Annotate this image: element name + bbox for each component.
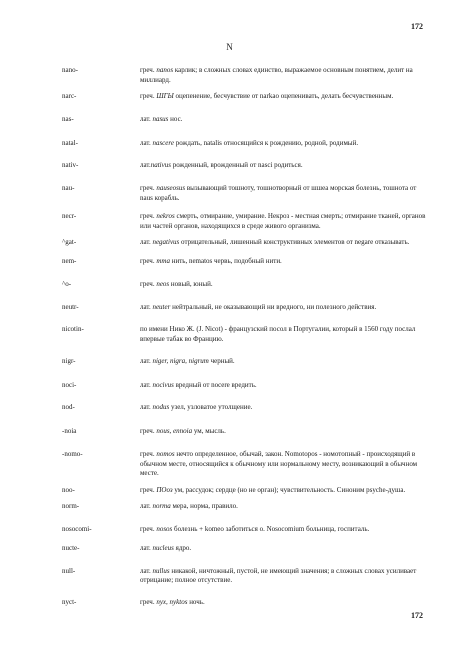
definition-etymon: nodus [152,403,170,411]
definition-prefix: лат. [140,403,153,411]
definition-text: карлик; в сложных словах единство, выражаемое основным понятием, делит на миллиард. [140,66,413,84]
definition-etymon: nous, ennoia [156,426,193,435]
dictionary-entry [62,598,426,608]
definition-etymon: nosos [156,524,173,533]
definition-prefix: греч. [140,524,157,533]
definition-text: рождать, natalis относящийся к рождению, родной, родимый. [173,139,359,147]
page-number-top: 172 [411,22,423,31]
entry-definition [140,598,426,608]
definition-etymon: norma [152,502,171,510]
entry-definition [140,66,426,85]
entry-term: noci- [62,380,77,389]
entry-definition [140,280,426,290]
dictionary-entry [62,66,426,85]
entry-definition [140,184,426,203]
definition-text: рожденный, врожденный от nasci родиться. [170,160,303,169]
definition-etymon: nekros [156,212,175,220]
entry-term: necr- [62,212,77,220]
definition-text: ум, мысль. [192,426,226,435]
dictionary-entry [62,486,426,496]
definition-etymon: nativus [150,160,171,169]
definition-text: ядро. [173,544,192,552]
definition-etymon: mma [156,256,170,265]
entry-definition [140,139,426,149]
entry-definition [140,357,426,367]
dictionary-entry [62,450,426,479]
definition-etymon: ШГЫ [156,92,174,100]
definition-prefix: греч. [140,450,157,458]
definition-etymon: nucleus [152,544,174,552]
entry-definition [140,92,426,102]
definition-text: узел, узловатое утолщение. [169,403,253,411]
definition-prefix: греч. [140,597,157,606]
definition-etymon: nasus [152,114,169,123]
dictionary-entry [62,257,426,267]
entry-definition [140,161,426,171]
definition-prefix: лат. [140,357,153,365]
page-number-bottom: 172 [411,611,423,620]
definition-prefix: лат. [140,238,153,246]
definition-prefix: греч. [140,280,157,288]
dictionary-entry [62,525,426,535]
entry-term: natal- [62,139,78,147]
entry-term: nosocomi- [62,524,92,533]
entry-definition [140,303,426,313]
definition-prefix: лат. [140,380,153,389]
definition-text: болезнь + komeo заботиться о. Nosocomium больница, госпиталь. [172,524,370,533]
definition-text: никакой, ничтожный, пустой, не имеющий значения; в сложных словах усиливает отрицание; полное отсутствие. [140,566,417,584]
entry-term: nigr- [62,357,76,365]
definition-prefix: лат. [140,502,153,510]
entry-term: ^gat- [62,238,77,246]
entry-definition [140,427,426,437]
entry-term: nas- [62,114,74,123]
definition-etymon: nullus [152,566,170,575]
dictionary-entry [62,403,426,413]
dictionary-entry [62,325,426,344]
section-letter: N [226,42,233,52]
dictionary-entry [62,92,426,102]
definition-prefix: лат. [140,302,153,311]
definition-prefix: греч. [140,426,157,435]
definition-prefix: греч. [140,212,157,220]
definition-etymon: nauseosus [156,184,186,192]
definition-prefix: греч. [140,485,157,494]
definition-text: отрицательный, лишенный конструктивных элементов от negare отказывать. [179,238,410,246]
definition-etymon: nyx, nyktos [156,597,188,606]
definition-prefix: лат. [140,114,153,123]
definition-etymon: nascere [152,139,174,147]
entry-definition [140,212,426,231]
definition-text: смерть, отмирание, умирание. Некроз - местная смерть; отмирание тканей, органов или частей органов, находящихся в среде живого организма. [140,212,426,230]
dictionary-entry [62,502,426,512]
entry-term: null- [62,566,76,575]
definition-text: черный. [208,357,235,365]
entry-definition [140,115,426,125]
entry-definition [140,525,426,535]
definition-prefix: лат. [140,566,153,575]
dictionary-entry [62,280,426,290]
entry-definition [140,502,426,512]
definition-text: ночь. [187,597,205,606]
entry-definition [140,238,426,248]
definition-prefix: греч. [140,66,157,74]
definition-etymon: nanos [156,66,174,74]
entry-term: nau- [62,184,75,192]
entry-term: nativ- [62,160,79,169]
entry-term: nucte- [62,544,80,552]
entry-term: neutr- [62,302,79,311]
definition-etymon: neos [156,280,170,288]
entry-term: noo- [62,485,75,494]
dictionary-entry [62,212,426,231]
entry-term: -noia [62,426,77,435]
dictionary-entry [62,238,426,248]
dictionary-entry [62,381,426,391]
definition-prefix: лат. [140,139,153,147]
definition-text: нейтральный, не оказывающий ни вредного, ни полезного действия. [170,302,377,311]
definition-text: по имени Нико Ж. (J. Nicot) - французский посол в Португалии, который в 1560 году послал впервые табак во Францию. [140,325,416,343]
definition-prefix: лат. [140,160,151,169]
entry-term: nano- [62,66,78,74]
entry-definition [140,381,426,391]
dictionary-entry [62,303,426,313]
definition-text: нить, nematos червь, подобный нити. [169,256,282,265]
dictionary-entry [62,115,426,125]
definition-text: мера, норма, правило. [170,502,238,510]
definition-text: вызывающий тошноту, тошнотворный от шшеа морская болезнь, тошнота от naus корабль. [140,184,417,202]
entry-definition [140,257,426,267]
dictionary-entry [62,544,426,554]
definition-text: ум, рассудок; сердце (но не орган); чувствительность. Синоним psyche-душа. [172,485,406,494]
dictionary-entry [62,184,426,203]
dictionary-entry [62,139,426,149]
definition-text: новый, юный. [169,280,213,288]
entry-definition [140,450,426,479]
entry-term: nyct- [62,597,77,606]
entry-term: ^о- [62,280,72,288]
entry-term: norm- [62,502,80,510]
entry-term: nem- [62,256,77,265]
definition-etymon: ПОоз [156,485,173,494]
dictionary-entries [62,66,426,607]
dictionary-entry [62,161,426,171]
entry-definition [140,567,426,586]
entry-definition [140,403,426,413]
definition-text: нос. [168,114,183,123]
entry-definition [140,486,426,496]
definition-prefix: греч. [140,184,157,192]
definition-text: нечто определенное, обычай, закон. Nomotopos - номотопный - происходящий в обычном месте, относящийся к обычному или нормальному месту, возникающий в обычном месте. [140,450,418,477]
definition-etymon: negativus [152,238,180,246]
dictionary-entry [62,427,426,437]
dictionary-entry [62,357,426,367]
entry-term: nicotin- [62,325,84,333]
definition-prefix: греч. [140,256,157,265]
definition-text: вредный от nocere вредить. [173,380,257,389]
entry-definition [140,325,426,344]
entry-definition [140,544,426,554]
definition-etymon: nocivus [152,380,174,389]
definition-prefix: греч. [140,92,157,100]
entry-term: narc- [62,92,77,100]
entry-term: -nomo- [62,450,83,458]
definition-text: оцепенение, бесчувствие от narkao оцепенивать, делать бесчувственным. [173,92,394,100]
definition-etymon: nomos [156,450,175,458]
dictionary-entry [62,567,426,586]
definition-etymon: neuter [152,302,171,311]
definition-etymon: niger, nigra, nigrum [152,357,209,365]
definition-prefix: лат. [140,544,153,552]
entry-term: nod- [62,403,75,411]
